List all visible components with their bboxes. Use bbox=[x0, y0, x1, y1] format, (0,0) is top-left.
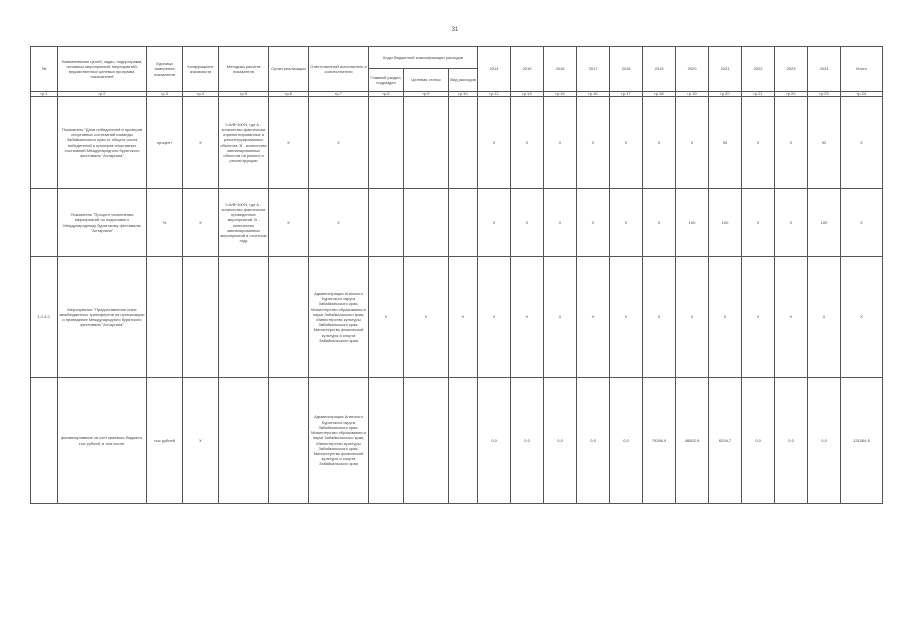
row-coef: Х bbox=[183, 97, 219, 189]
row-value: Х bbox=[577, 97, 610, 189]
row-terms: Х bbox=[269, 97, 309, 189]
row-value: Х bbox=[643, 97, 676, 189]
row-value: Х bbox=[808, 257, 841, 378]
row-num bbox=[31, 189, 58, 257]
row-value: 0,0 bbox=[544, 378, 577, 504]
row-value: 0,0 bbox=[511, 378, 544, 504]
row-method bbox=[219, 378, 269, 504]
group-number: гр.1 bbox=[31, 92, 58, 97]
row-method bbox=[219, 257, 269, 378]
row-value: Х bbox=[610, 97, 643, 189]
row-num: 1.2.4.2. bbox=[31, 257, 58, 378]
row-method: I=A/B*100%, где А - количество фактически отремонтированных и реконструированных объектов, В - количество запланированных объектов на ремонт и реконструкцию bbox=[219, 97, 269, 189]
row-unit: % bbox=[147, 189, 183, 257]
group-number: гр.13 bbox=[511, 92, 544, 97]
row-target: Х bbox=[404, 257, 449, 378]
row-terms bbox=[269, 257, 309, 378]
row-exec: Х bbox=[309, 189, 369, 257]
row-num bbox=[31, 378, 58, 504]
row-value: Х bbox=[511, 97, 544, 189]
header-year: 2016 bbox=[544, 47, 577, 92]
row-exec: Х bbox=[309, 97, 369, 189]
row-value: 79266,9 bbox=[643, 378, 676, 504]
header-total: Итого bbox=[841, 47, 883, 92]
row-value: Х bbox=[709, 257, 742, 378]
header-year: 2019 bbox=[643, 47, 676, 92]
header-terms: Сроки реализации bbox=[269, 47, 309, 92]
row-value: Х bbox=[643, 257, 676, 378]
group-number: гр.9 bbox=[404, 92, 449, 97]
row-section: Х bbox=[369, 257, 404, 378]
row-value: Х bbox=[478, 97, 511, 189]
group-number: гр.4 bbox=[183, 92, 219, 97]
group-number: гр.18 bbox=[643, 92, 676, 97]
row-value: Х bbox=[577, 189, 610, 257]
group-number: гр.21 bbox=[742, 92, 775, 97]
group-number: гр.19 bbox=[676, 92, 709, 97]
row-value: Х bbox=[742, 97, 775, 189]
group-number: гр.12 bbox=[478, 92, 511, 97]
row-name: финансирование за счет краевого бюджета, тыс рублей, в том числе: bbox=[58, 378, 147, 504]
row-target bbox=[404, 97, 449, 189]
row-value: Х bbox=[544, 97, 577, 189]
row-value: Х bbox=[775, 189, 808, 257]
group-number: гр.2 bbox=[58, 92, 147, 97]
header-code-target: Целевая статья bbox=[404, 69, 449, 92]
row-value: Х bbox=[478, 257, 511, 378]
row-value: 0,0 bbox=[478, 378, 511, 504]
row-total: 131064,5 bbox=[841, 378, 883, 504]
header-year: 2014 bbox=[478, 47, 511, 92]
header-unit: Единица измерения показателя bbox=[147, 47, 183, 92]
row-type bbox=[449, 189, 478, 257]
row-value: Х bbox=[742, 189, 775, 257]
header-code-type: Вид расходов bbox=[449, 69, 478, 92]
row-value: 100 bbox=[709, 189, 742, 257]
row-value: Х bbox=[676, 97, 709, 189]
header-year: 2024 bbox=[808, 47, 841, 92]
group-number: гр.10 bbox=[449, 92, 478, 97]
row-exec: Администрация Агинского Бурятского округа Забайкальского края, Министерство образования и науки Забайкальского края, Министерство культуры Забайкальского края, Министерство физической культуры и спорта Забайкальского края bbox=[309, 257, 369, 378]
table-row bbox=[31, 189, 883, 257]
row-unit bbox=[147, 257, 183, 378]
row-value: Х bbox=[544, 257, 577, 378]
row-value: Х bbox=[478, 189, 511, 257]
group-number: гр.20 bbox=[709, 92, 742, 97]
row-value: 0,0 bbox=[610, 378, 643, 504]
row-value: 100 bbox=[676, 189, 709, 257]
header-code-section: Главный раздел, подраздел bbox=[369, 69, 404, 92]
row-value: Х bbox=[577, 257, 610, 378]
row-type bbox=[449, 378, 478, 504]
row-total: Х bbox=[841, 257, 883, 378]
row-section bbox=[369, 378, 404, 504]
row-value: Х bbox=[511, 189, 544, 257]
header-year: 2020 bbox=[676, 47, 709, 92]
row-value: 0,0 bbox=[742, 378, 775, 504]
row-section bbox=[369, 97, 404, 189]
row-value: Х bbox=[511, 257, 544, 378]
row-value: Х bbox=[775, 97, 808, 189]
group-number: гр.3 bbox=[147, 92, 183, 97]
group-number: гр.22 bbox=[775, 92, 808, 97]
header-year: 2015 bbox=[511, 47, 544, 92]
row-value: Х bbox=[676, 257, 709, 378]
group-number: гр.6 bbox=[269, 92, 309, 97]
row-total: Х bbox=[841, 189, 883, 257]
group-number: гр.16 bbox=[577, 92, 610, 97]
header-method: Методика расчета показателя bbox=[219, 47, 269, 92]
header-num: № bbox=[31, 47, 58, 92]
row-value: 48502,9 bbox=[676, 378, 709, 504]
row-value: Х bbox=[775, 257, 808, 378]
row-type bbox=[449, 97, 478, 189]
row-total: Х bbox=[841, 97, 883, 189]
row-value: 90 bbox=[709, 97, 742, 189]
group-number: гр.23 bbox=[808, 92, 841, 97]
header-year: 2017 bbox=[577, 47, 610, 92]
header-exec: Ответственный исполнитель и соисполнители bbox=[309, 47, 369, 92]
row-coef bbox=[183, 257, 219, 378]
header-name: Наименование целей, задач, подпрограмм, основных мероприятий, мероприятий, ведомственных целевых программ, показателей bbox=[58, 47, 147, 92]
group-number: гр.5 bbox=[219, 92, 269, 97]
row-value: 92 bbox=[808, 97, 841, 189]
header-year: 2021 bbox=[709, 47, 742, 92]
row-coef: Х bbox=[183, 378, 219, 504]
row-value: 0,0 bbox=[775, 378, 808, 504]
row-unit: процент bbox=[147, 97, 183, 189]
group-number: гр.24 bbox=[841, 92, 883, 97]
row-name: Мероприятие "Предоставление иных межбюджетных трансфертов на организацию и проведение Международного бурятского фестиваля "Алтаргана" bbox=[58, 257, 147, 378]
group-number: гр.8 bbox=[369, 92, 404, 97]
row-section bbox=[369, 189, 404, 257]
row-value: 0,0 bbox=[577, 378, 610, 504]
table-row bbox=[31, 378, 883, 504]
row-value: 6294,7 bbox=[709, 378, 742, 504]
row-unit: тыс рублей bbox=[147, 378, 183, 504]
row-value: Х bbox=[610, 189, 643, 257]
header-coef: Коэффициент значимости bbox=[183, 47, 219, 92]
row-value: Х bbox=[544, 189, 577, 257]
header-year: 2022 bbox=[742, 47, 775, 92]
header-codes: Коды бюджетной классификации расходов bbox=[369, 47, 478, 69]
row-value: 100 bbox=[808, 189, 841, 257]
header-year: 2018 bbox=[610, 47, 643, 92]
row-name: Показатель "Доля победителей и призеров спортивных состязаний команды Забайкальского края от общего числа победителей и призеров спортивных состязаний Международного бурятского фестиваля "Алтаргана" bbox=[58, 97, 147, 189]
group-number: гр.15 bbox=[544, 92, 577, 97]
row-type: Х bbox=[449, 257, 478, 378]
row-value: Х bbox=[742, 257, 775, 378]
row-target bbox=[404, 378, 449, 504]
row-value: Х bbox=[643, 189, 676, 257]
row-value: 0,0 bbox=[808, 378, 841, 504]
group-number: гр.17 bbox=[610, 92, 643, 97]
page-number: 31 bbox=[451, 27, 459, 33]
row-value: Х bbox=[610, 257, 643, 378]
table-row bbox=[31, 257, 883, 378]
row-num bbox=[31, 97, 58, 189]
row-coef: Х bbox=[183, 189, 219, 257]
row-method: I=A/B*100%, где А - количество фактически проведенных мероприятий, В - количество запланированных мероприятий в отчетном году bbox=[219, 189, 269, 257]
row-name: Показатель "Процент исполнения мероприятий по подготовке к Международному бурятскому фестивалю "Алтаргана" bbox=[58, 189, 147, 257]
group-number: гр.7 bbox=[309, 92, 369, 97]
table-row bbox=[31, 97, 883, 189]
row-terms bbox=[269, 378, 309, 504]
row-terms: Х bbox=[269, 189, 309, 257]
row-target bbox=[404, 189, 449, 257]
program-table bbox=[30, 46, 883, 504]
row-exec: Администрация Агинского Бурятского округа Забайкальского края, Министерство образования и науки Забайкальского края, Министерство культуры Забайкальского края, Министерство физической культуры и спорта Забайкальского края bbox=[309, 378, 369, 504]
header-year: 2023 bbox=[775, 47, 808, 92]
